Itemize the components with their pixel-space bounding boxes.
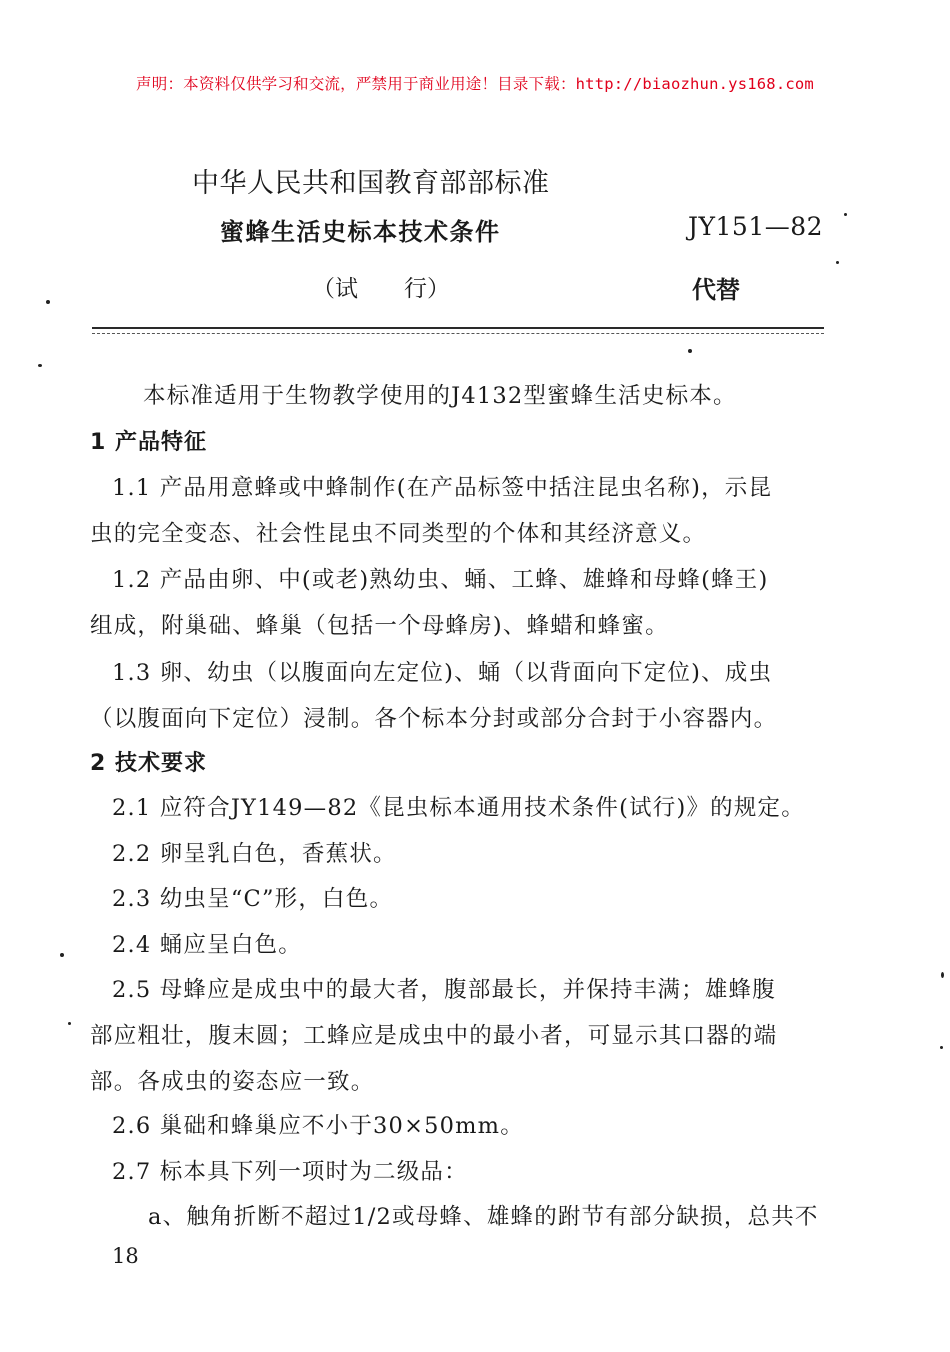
scan-speck bbox=[836, 261, 839, 264]
clause-1-3-line-2: （以腹面向下定位）浸制。各个标本分封或部分合封于小容器内。 bbox=[90, 706, 778, 732]
section-2-heading: 2 技术要求 bbox=[90, 751, 207, 776]
scan-speck bbox=[60, 953, 64, 957]
standard-code: JY151—82 bbox=[688, 212, 824, 241]
header-rule-dashed bbox=[92, 333, 824, 334]
clause-2-3: 2.3 幼虫呈“C”形，白色。 bbox=[112, 886, 394, 912]
section-1-heading: 1 产品特征 bbox=[90, 430, 207, 455]
clause-2-7-item-a: a、触角折断不超过1/2或母蜂、雄蜂的跗节有部分缺损，总共不 bbox=[148, 1204, 819, 1230]
clause-1-2-line-1: 1.2 产品由卵、中(或老)熟幼虫、蛹、工蜂、雄蜂和母蜂(蜂王) bbox=[112, 567, 769, 593]
scan-speck bbox=[68, 1022, 71, 1025]
scan-speck bbox=[38, 364, 42, 367]
clause-2-2: 2.2 卵呈乳白色，香蕉状。 bbox=[112, 841, 397, 867]
trial-label: （试 行） bbox=[312, 276, 450, 302]
disclaimer-banner: 声明：本资料仅供学习和交流，严禁用于商业用途！目录下载：http://biaozhun.ys168.com bbox=[136, 75, 814, 93]
clause-2-4: 2.4 蛹应呈白色。 bbox=[112, 932, 302, 958]
clause-2-1: 2.1 应符合JY149—82《昆虫标本通用技术条件(试行)》的规定。 bbox=[112, 795, 805, 821]
clause-1-1-line-2: 虫的完全变态、社会性昆虫不同类型的个体和其经济意义。 bbox=[90, 521, 707, 547]
standard-title: 蜜蜂生活史标本技术条件 bbox=[220, 218, 501, 246]
clause-2-5-line-3: 部。各成虫的姿态应一致。 bbox=[90, 1069, 375, 1095]
replaces-label: 代替 bbox=[692, 276, 740, 304]
scan-speck bbox=[688, 349, 692, 353]
ministry-standard-label: 中华人民共和国教育部部标准 bbox=[192, 168, 550, 199]
clause-1-3-line-1: 1.3 卵、幼虫（以腹面向左定位)、蛹（以背面向下定位)、成虫 bbox=[112, 660, 773, 686]
clause-2-5-line-2: 部应粗壮，腹末圆；工蜂应是成虫中的最小者，可显示其口器的端 bbox=[90, 1023, 778, 1049]
clause-1-2-line-2: 组成，附巢础、蜂巢（包括一个母蜂房)、蜂蜡和蜂蜜。 bbox=[90, 613, 669, 639]
intro-paragraph: 本标准适用于生物教学使用的J4132型蜜蜂生活史标本。 bbox=[143, 383, 737, 409]
scan-speck bbox=[46, 300, 50, 304]
clause-1-1-line-1: 1.1 产品用意蜂或中蜂制作(在产品标签中括注昆虫名称)，示昆 bbox=[112, 475, 773, 501]
scan-speck bbox=[941, 972, 944, 978]
page-number: 18 bbox=[112, 1244, 139, 1268]
scan-speck bbox=[844, 213, 847, 216]
clause-2-7: 2.7 标本具下列一项时为二级品： bbox=[112, 1159, 468, 1185]
clause-2-6: 2.6 巢础和蜂巢应不小于30×50mm。 bbox=[112, 1113, 524, 1139]
header-rule bbox=[92, 327, 824, 329]
clause-2-5-line-1: 2.5 母蜂应是成虫中的最大者，腹部最长，并保持丰满；雄蜂腹 bbox=[112, 977, 776, 1003]
scan-speck bbox=[940, 1046, 943, 1049]
